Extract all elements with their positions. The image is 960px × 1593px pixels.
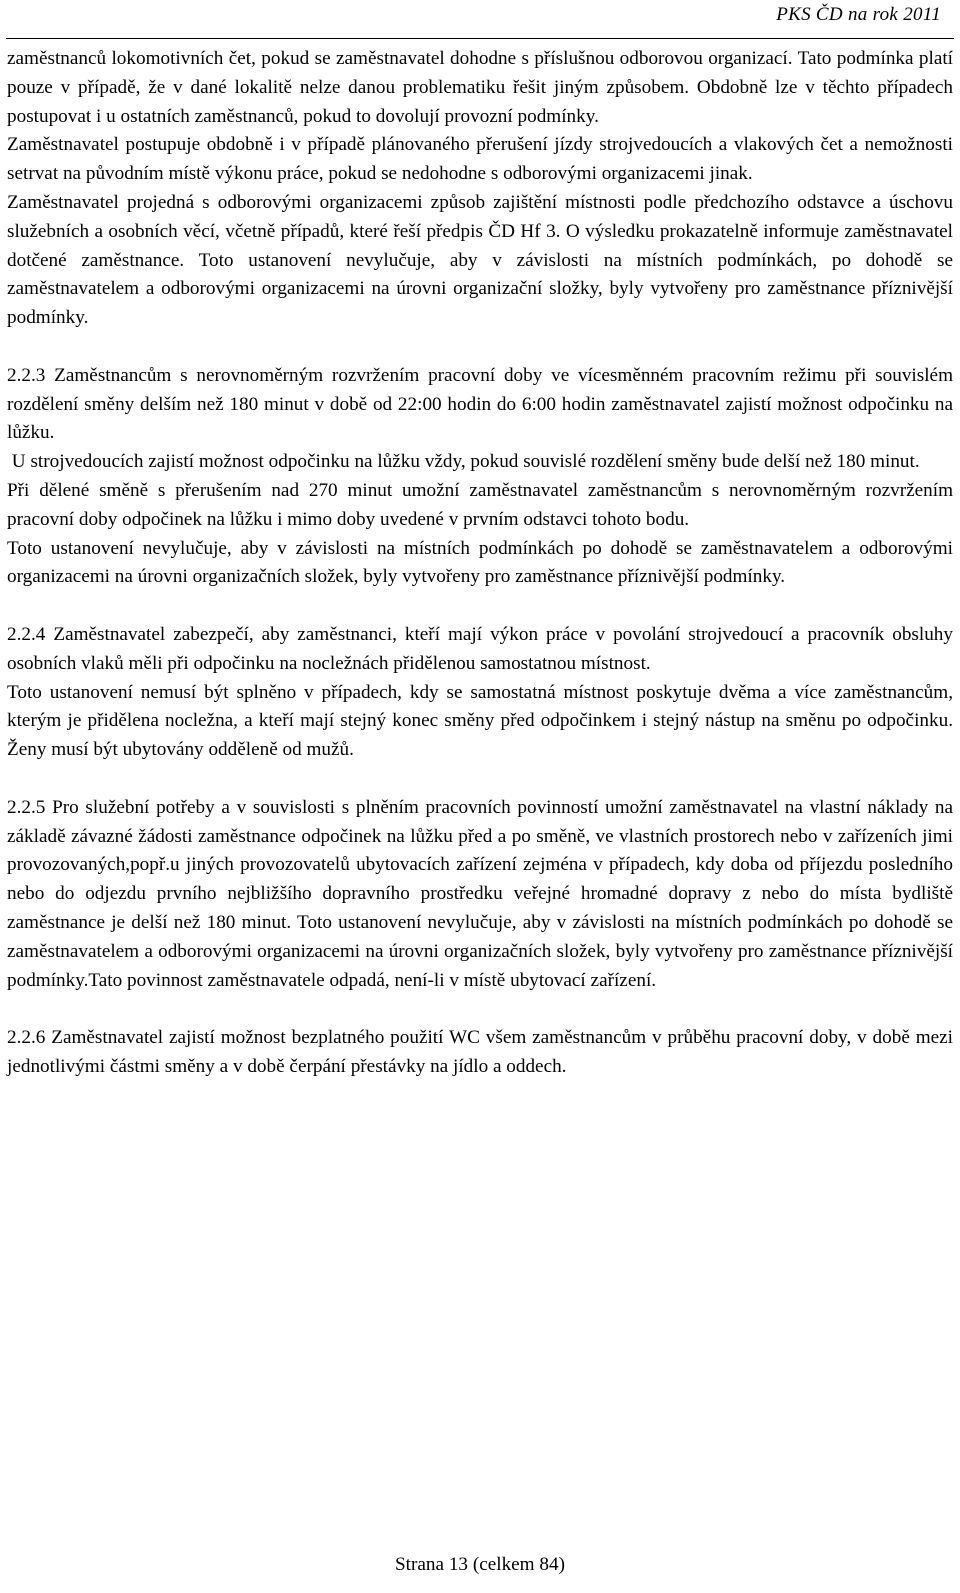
paragraph-gap xyxy=(7,592,953,621)
page-number: Strana 13 (celkem 84) xyxy=(395,1554,565,1575)
paragraph-train-drivers: U strojvedoucích zajistí možnost odpočinku na lůžku vždy, pokud souvislé rozdělení směny bude delší než 180 minut. xyxy=(7,451,920,473)
paragraph-gap xyxy=(7,995,953,1024)
paragraph-provision-2-2-3: Toto ustanovení nevylučuje, aby v závislosti na místních podmínkách po dohodě se zaměstnavatelem a odborovými organizacemi na úrovni organizačních složek, byly vytvořeny pro zaměstnance příznivější podmínky. xyxy=(7,537,953,588)
paragraph-gap xyxy=(7,333,953,362)
section-2-2-3: 2.2.3 Zaměstnancům s nerovnoměrným rozvržením pracovní doby ve vícesměnném pracovním režimu při souvislém rozdělení směny delším než 180 minut v době od 22:00 hodin do 6:00 hodin zaměstnavatel zajistí možnost odpočinku na lůžku. xyxy=(7,364,953,444)
paragraph-split-shift: Při dělené směně s přerušením nad 270 minut umožní zaměstnavatel zaměstnancům s nerovnoměrným rozvržením pracovní doby odpočinek na lůžku i mimo doby uvedené v prvním odstavci tohoto bodu. xyxy=(7,479,953,530)
paragraph-gap xyxy=(7,765,953,794)
document-body xyxy=(7,45,953,1082)
paragraph-continuation: zaměstnanců lokomotivních čet, pokud se zaměstnavatel dohodne s příslušnou odborovou organizací. Tato podmínka platí pouze v případě, že v dané lokalitě nelze danou problematiku řešit jiným způsobem. Obdobně lze v těchto případech postupovat i u ostatních zaměstnanců, pokud to dovolují provozní podmínky. xyxy=(7,48,953,127)
header-divider xyxy=(6,38,954,39)
paragraph-room-storage: Zaměstnavatel projedná s odborovými organizacemi způsob zajištění místnosti podle předchozího odstavce a úschovu služebních a osobních věcí, včetně případů, které řeší předpis ČD Hf 3. O výsledku prokazatelně informuje zaměstnavatel dotčené zaměstnance. Toto ustanovení nevylučuje, aby v závislosti na místních podmínkách, po dohodě se zaměstnavatelem a odborovými organizacemi na úrovni organizační složky, byly vytvořeny pro zaměstnance příznivější podmínky. xyxy=(7,191,953,329)
section-2-2-5: 2.2.5 Pro služební potřeby a v souvislosti s plněním pracovních povinností umožní zaměstnavatel na vlastní náklady na základě závazné žádosti zaměstnance odpočinek na lůžku před a po směně, ve vlastních prostorech nebo v zařízeních jimi provozovaných,popř.u jiných provozovatelů ubytovacích zařízení zejména v případech, kdy doba od příjezdu posledního nebo do odjezdu prvního nejbližšího dopravního prostředku veřejné hromadné dopravy z nebo do místa bydliště zaměstnance je delší než 180 minut. Toto ustanovení nevylučuje, aby v závislosti na místních podmínkách po dohodě se zaměstnavatelem a odborovými organizacemi na úrovni organizačních složek, byly vytvořeny pro zaměstnance příznivější podmínky.Tato povinnost zaměstnavatele odpadá, není-li v místě ubytovací zařízení. xyxy=(7,796,953,991)
section-2-2-4: 2.2.4 Zaměstnavatel zabezpečí, aby zaměstnanci, kteří mají výkon práce v povolání strojvedoucí a pracovník obsluhy osobních vlaků měli při odpočinku na nocležnách přidělenou samostatnou místnost. xyxy=(7,623,953,674)
paragraph-shared-room: Toto ustanovení nemusí být splněno v případech, kdy se samostatná místnost poskytuje dvěma a více zaměstnancům, kterým je přidělena nocležna, a kteří mají stejný konec směny před odpočinkem i stejný nástup na směnu po odpočinku. Ženy musí být ubytovány odděleně od mužů. xyxy=(7,681,953,761)
paragraph-interrupted-ride: Zaměstnavatel postupuje obdobně i v případě plánovaného přerušení jízdy strojvedoucích a vlakových čet a nemožnosti setrvat na původním místě výkonu práce, pokud se nedohodne s odborovými organizacemi jinak. xyxy=(7,134,953,185)
section-2-2-6: 2.2.6 Zaměstnavatel zajistí možnost bezplatného použití WC všem zaměstnancům v průběhu pracovní doby, v době mezi jednotlivými částmi směny a v době čerpání přestávky na jídlo a oddech. xyxy=(7,1027,953,1077)
page-header-title: PKS ČD na rok 2011 xyxy=(776,4,941,25)
